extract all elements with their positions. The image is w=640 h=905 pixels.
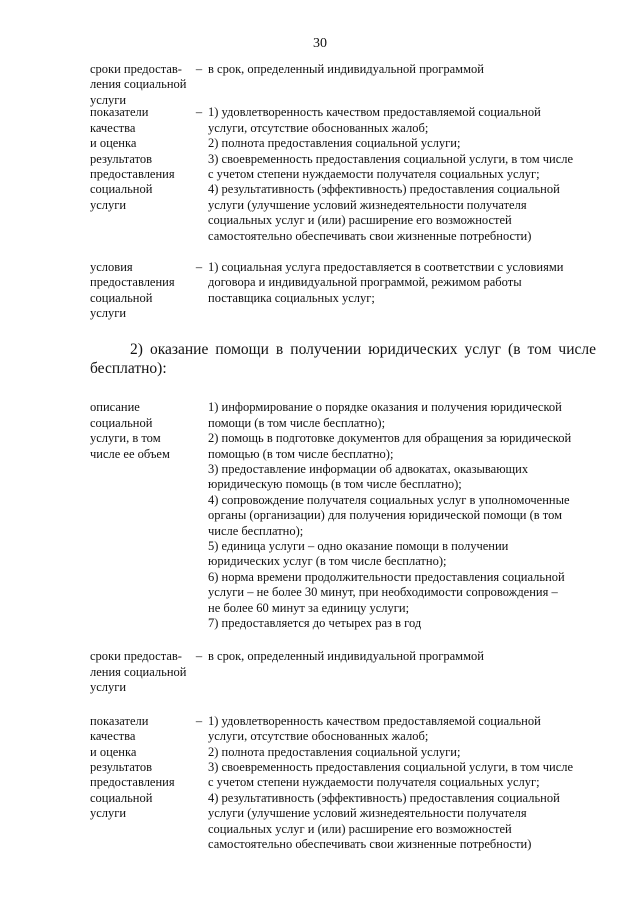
definition-line: 4) результативность (эффективность) предоставления социальной: [208, 790, 560, 805]
definition-line: социальных услуг и (или) расширение его возможностей: [208, 821, 512, 836]
term-label: условия предоставления социальной услуги: [90, 260, 175, 321]
definition-line: социальных услуг и (или) расширение его возможностей: [208, 213, 512, 228]
definition-line: договора и индивидуальной программой, режимом работы: [208, 275, 522, 290]
definition-line: помощью (в том числе бесплатно);: [208, 446, 394, 461]
definition-text: [208, 62, 588, 77]
definition-text: [208, 400, 588, 631]
definition-line: органы (организации) для получения юридической помощи (в том: [208, 508, 563, 523]
definition-line: 3) своевременность предоставления социальной услуги, в том числе: [208, 151, 574, 166]
definition-line: услуги (улучшение условий жизнедеятельности получателя: [208, 806, 527, 821]
definition-line: 1) удовлетворенность качеством предоставляемой социальной: [208, 105, 541, 120]
definition-line: не более 60 минут за единицу услуги;: [208, 600, 410, 615]
definition-row-deadlines-2: [0, 649, 640, 695]
definition-text: [208, 105, 588, 244]
dash-separator: –: [195, 260, 203, 275]
document-body: [0, 62, 640, 852]
definition-line: 7) предоставляется до четырех раз в год: [208, 615, 422, 630]
definition-line: 3) своевременность предоставления социальной услуги, в том числе: [208, 760, 574, 774]
dash-separator: –: [195, 649, 203, 664]
definition-row-conditions: [0, 260, 640, 321]
definition-row-quality: [0, 105, 640, 244]
definition-row-deadlines: [0, 62, 640, 107]
definition-line: услуги (улучшение условий жизнедеятельности получателя: [208, 197, 527, 212]
definition-line: самостоятельно обеспечивать свои жизненные потребности): [208, 228, 532, 243]
definition-line: 5) единица услуги – одно оказание помощи в получении: [208, 538, 509, 553]
term-label: сроки предостав- ления социальной услуги: [90, 649, 187, 695]
definition-line: 2) полнота предоставления социальной услуги;: [208, 136, 461, 151]
term-label: описание социальной услуги, в том числе ее объем: [90, 400, 170, 461]
definition-line: услуги, отсутствие обоснованных жалоб;: [208, 729, 429, 744]
term-label: показатели качества и оценка результатов предоставления социальной услуги: [90, 713, 175, 821]
term-label: сроки предостав- ления социальной услуги: [90, 62, 187, 107]
definition-line: 1) удовлетворенность качеством предоставляемой социальной: [208, 713, 541, 728]
section-heading-line: 2) оказание помощи в получении юридических услуг (в том числе: [130, 341, 596, 359]
dash-separator: –: [195, 713, 203, 728]
definition-line: услуги – не более 30 минут, при необходимости сопровождения –: [208, 585, 558, 600]
definition-line: помощи (в том числе бесплатно);: [208, 415, 386, 430]
definition-line: поставщика социальных услуг;: [208, 290, 375, 305]
definition-row-quality-2: [0, 714, 640, 853]
definition-line: 4) сопровождение получателя социальных услуг в уполномоченные: [208, 492, 570, 507]
definition-line: с учетом степени нуждаемости получателя социальных услуг;: [208, 775, 540, 790]
section-heading: [90, 340, 596, 378]
dash-separator: –: [195, 105, 203, 120]
definition-line: юридических услуг (в том числе бесплатно);: [208, 554, 447, 569]
definition-line: 2) помощь в подготовке документов для обращения за юридической: [208, 431, 572, 446]
definition-line: в срок, определенный индивидуальной программой: [208, 62, 484, 76]
definition-line: 4) результативность (эффективность) предоставления социальной: [208, 182, 560, 197]
definition-line: 2) полнота предоставления социальной услуги;: [208, 744, 461, 759]
page-number: 30: [313, 36, 327, 51]
definition-line: услуги, отсутствие обоснованных жалоб;: [208, 120, 429, 135]
definition-line: в срок, определенный индивидуальной программой: [208, 649, 484, 664]
definition-line: самостоятельно обеспечивать свои жизненные потребности): [208, 837, 532, 852]
definition-line: 6) норма времени продолжительности предоставления социальной: [208, 569, 565, 584]
definition-line: числе бесплатно);: [208, 523, 304, 538]
definition-text: [208, 649, 588, 664]
definition-line: 1) информирование о порядке оказания и получения юридической: [208, 400, 562, 415]
definition-text: [208, 260, 588, 306]
section-heading-line: бесплатно):: [90, 360, 167, 378]
dash-separator: –: [195, 62, 203, 76]
definition-line: с учетом степени нуждаемости получателя социальных услуг;: [208, 167, 540, 182]
term-label: показатели качества и оценка результатов предоставления социальной услуги: [90, 105, 175, 212]
definition-line: 1) социальная услуга предоставляется в соответствии с условиями: [208, 260, 564, 275]
definition-row-description: [0, 400, 640, 631]
definition-line: 3) предоставление информации об адвокатах, оказывающих: [208, 461, 529, 476]
definition-text: [208, 714, 588, 853]
definition-line: юридическую помощь (в том числе бесплатно);: [208, 477, 462, 492]
